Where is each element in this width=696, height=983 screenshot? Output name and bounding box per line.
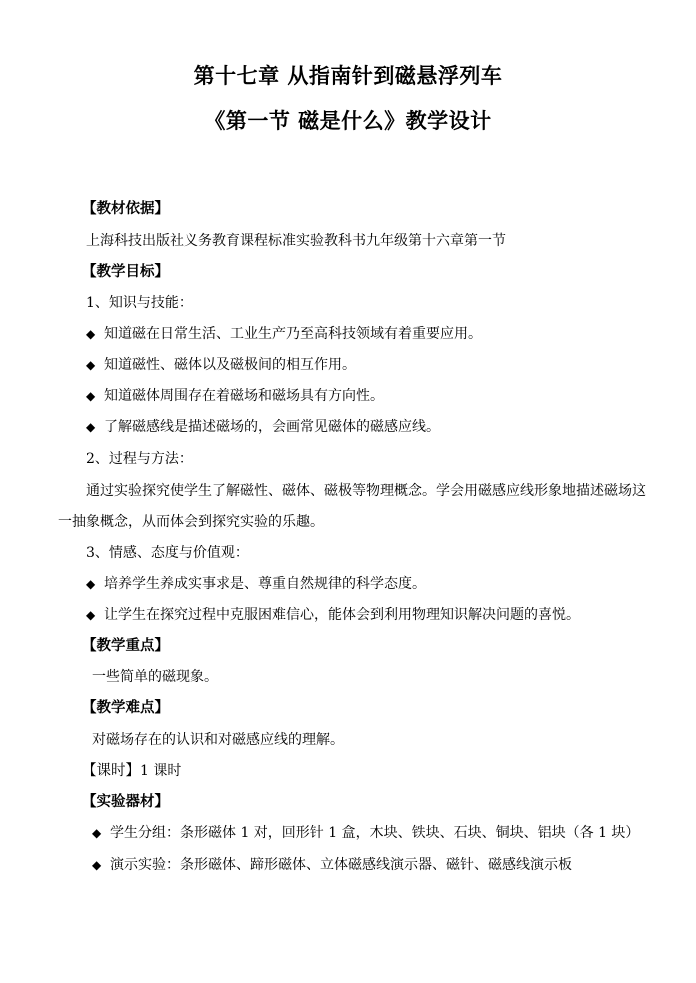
diamond-bullet-icon: ◆ [86, 608, 96, 622]
goals-sub-process: 2、过程与方法： [86, 451, 193, 467]
materials-heading: 【实验器材】 [82, 794, 169, 810]
basis-heading: 【教材依据】 [82, 201, 169, 217]
key-points-text: 一些简单的磁现象。 [92, 669, 218, 685]
materials-item: ◆ 演示实验：条形磁体、蹄形磁体、立体磁感线演示器、磁针、磁感线演示板 [92, 857, 572, 873]
diamond-bullet-icon: ◆ [92, 826, 102, 840]
goal-bullet-item: ◆ 知道磁在日常生活、工业生产乃至高科技领域有着重要应用。 [86, 326, 482, 342]
goal-bullet-item: ◆ 知道磁性、磁体以及磁极间的相互作用。 [86, 357, 356, 373]
diamond-bullet-icon: ◆ [92, 858, 102, 872]
materials-item: ◆ 学生分组：条形磁体 1 对，回形针 1 盒，木块、铁块、石块、铜块、铝块（各 1 块） [92, 825, 640, 841]
goals-process-paragraph-line2: 一抽象概念，从而体会到探究实验的乐趣。 [58, 514, 324, 530]
goals-process-paragraph-line1: 通过实验探究使学生了解磁性、磁体、磁极等物理概念。学会用磁感应线形象地描述磁场这 [86, 483, 646, 499]
lesson-title: 《第一节 磁是什么》教学设计 [204, 109, 492, 133]
chapter-title: 第十七章 从指南针到磁悬浮列车 [193, 64, 503, 88]
diamond-bullet-icon: ◆ [86, 389, 96, 403]
goal-bullet-item: ◆ 培养学生养成实事求是、尊重自然规律的科学态度。 [86, 576, 426, 592]
difficulty-text: 对磁场存在的认识和对磁感应线的理解。 [92, 732, 344, 748]
goals-heading: 【教学目标】 [82, 264, 169, 280]
key-points-heading: 【教学重点】 [82, 638, 169, 654]
diamond-bullet-icon: ◆ [86, 358, 96, 372]
difficulty-heading: 【教学难点】 [82, 700, 169, 716]
goals-sub-attitude: 3、情感、态度与价值观： [86, 545, 249, 561]
goals-sub-knowledge: 1、知识与技能： [86, 295, 193, 311]
class-hours [82, 761, 181, 781]
goal-bullet-item: ◆ 让学生在探究过程中克服困难信心，能体会到利用物理知识解决问题的喜悦。 [86, 607, 580, 623]
diamond-bullet-icon: ◆ [86, 577, 96, 591]
basis-text: 上海科技出版社义务教育课程标准实验教科书九年级第十六章第一节 [86, 233, 506, 249]
diamond-bullet-icon: ◆ [86, 420, 96, 434]
goal-bullet-item: ◆ 知道磁体周围存在着磁场和磁场具有方向性。 [86, 388, 384, 404]
class-hours-value: 1 课时 [140, 763, 182, 779]
goal-bullet-item: ◆ 了解磁感线是描述磁场的，会画常见磁体的磁感应线。 [86, 419, 440, 435]
class-hours-label: 【课时】 [82, 763, 140, 779]
diamond-bullet-icon: ◆ [86, 327, 96, 341]
